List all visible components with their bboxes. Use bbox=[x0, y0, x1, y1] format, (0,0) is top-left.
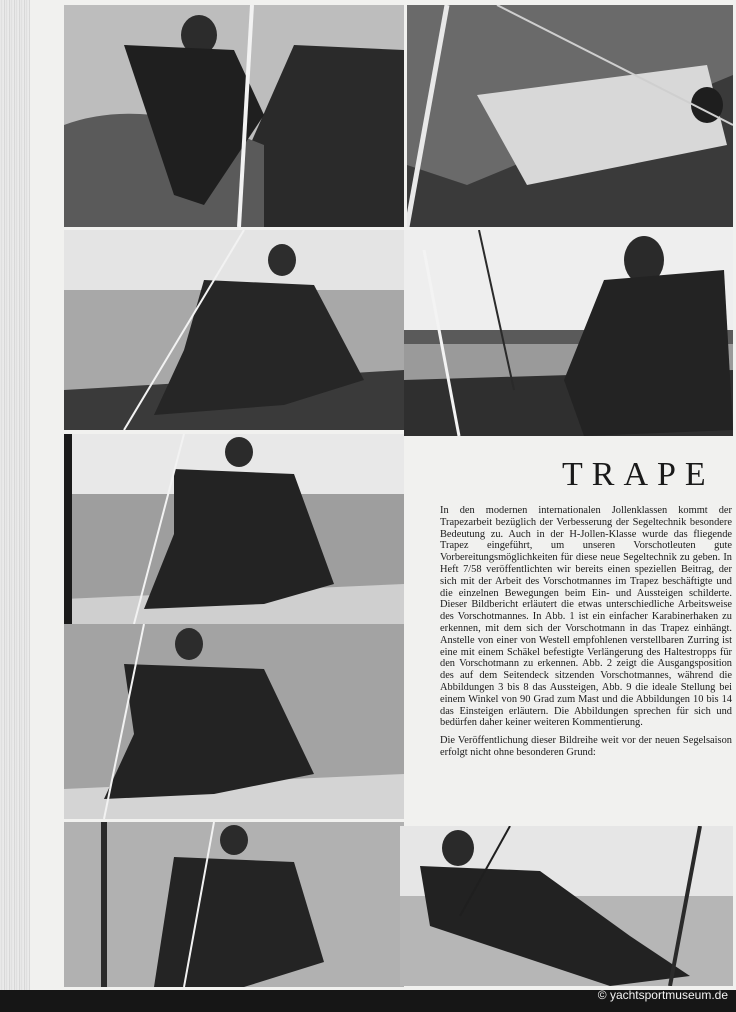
photo-8-crew-hiking-wide bbox=[400, 826, 733, 986]
photo-7-crew-at-mast bbox=[404, 230, 733, 436]
photo-2-crew-seated-deck bbox=[64, 230, 404, 430]
photo-5-crew-pulling-sheet bbox=[64, 822, 404, 987]
article-body bbox=[440, 505, 732, 805]
photo-6-crew-on-trapeze-wire bbox=[407, 5, 733, 227]
photo-4-crew-leaning-out bbox=[64, 624, 404, 819]
article-paragraph-2: Die Veröffentlichung dieser Bildreihe weit vor der neuen Segelsaison erfolgt nicht ohne besonderen Grund: bbox=[440, 735, 732, 758]
photo-3-crew-stepping-out bbox=[64, 434, 404, 624]
photo-1-crew-hooking-trapeze bbox=[64, 5, 404, 227]
article-paragraph-1: In den modernen internationalen Jollenklassen kommt der Trapezarbeit bezüglich der Verbesserung der Segeltechnik besondere Bedeutung zu. Auch in der H-Jollen-Klasse wurde das fliegende Trapez eingeführt, um unseren Vorschotleuten gute Vorbereitungsmöglichkeiten für diese neue Segeltechnik zu geben. In Heft 7/58 veröffentlichten wir bereits einen speziellen Beitrag, der sich mit der Arbeit des Vorschotmannes im Trapez beschäftigte und die einzelnen Bewegungen beim Ein- und Aussteigen schilderte. Dieser Bildbericht erläutert die etwas unterschiedliche Arbeitsweise des Vorschotmannes. In Abb. 1 ist ein einfacher Karabinerhaken zu erkennen, mit dem sich der Vorschotmann in das Trapez einhängt. Anstelle von einer von Westell empfohlenen verstellbaren Zurring ist eine mit einem Schäkel befestigte Verlängerung des Haltestropps für den Vorschotmann zu erkennen. Abb. 2 zeigt die Ausgangsposition des auf dem Seitendeck sitzenden Vorschotmannes, während die Abbildungen 3 bis 8 das Aussteigen, Abb. 9 die ideale Stellung bei einem Winkel von 90 Grad zum Mast und die Abbildungen 10 bis 14 das Einsteigen erläutern. Die Abbildungen sprechen für sich und bedürfen daher keiner weiteren Kommentierung. bbox=[440, 505, 732, 729]
article-title: TRAPE bbox=[562, 456, 715, 493]
watermark: © yachtsportmuseum.de bbox=[597, 988, 728, 1002]
